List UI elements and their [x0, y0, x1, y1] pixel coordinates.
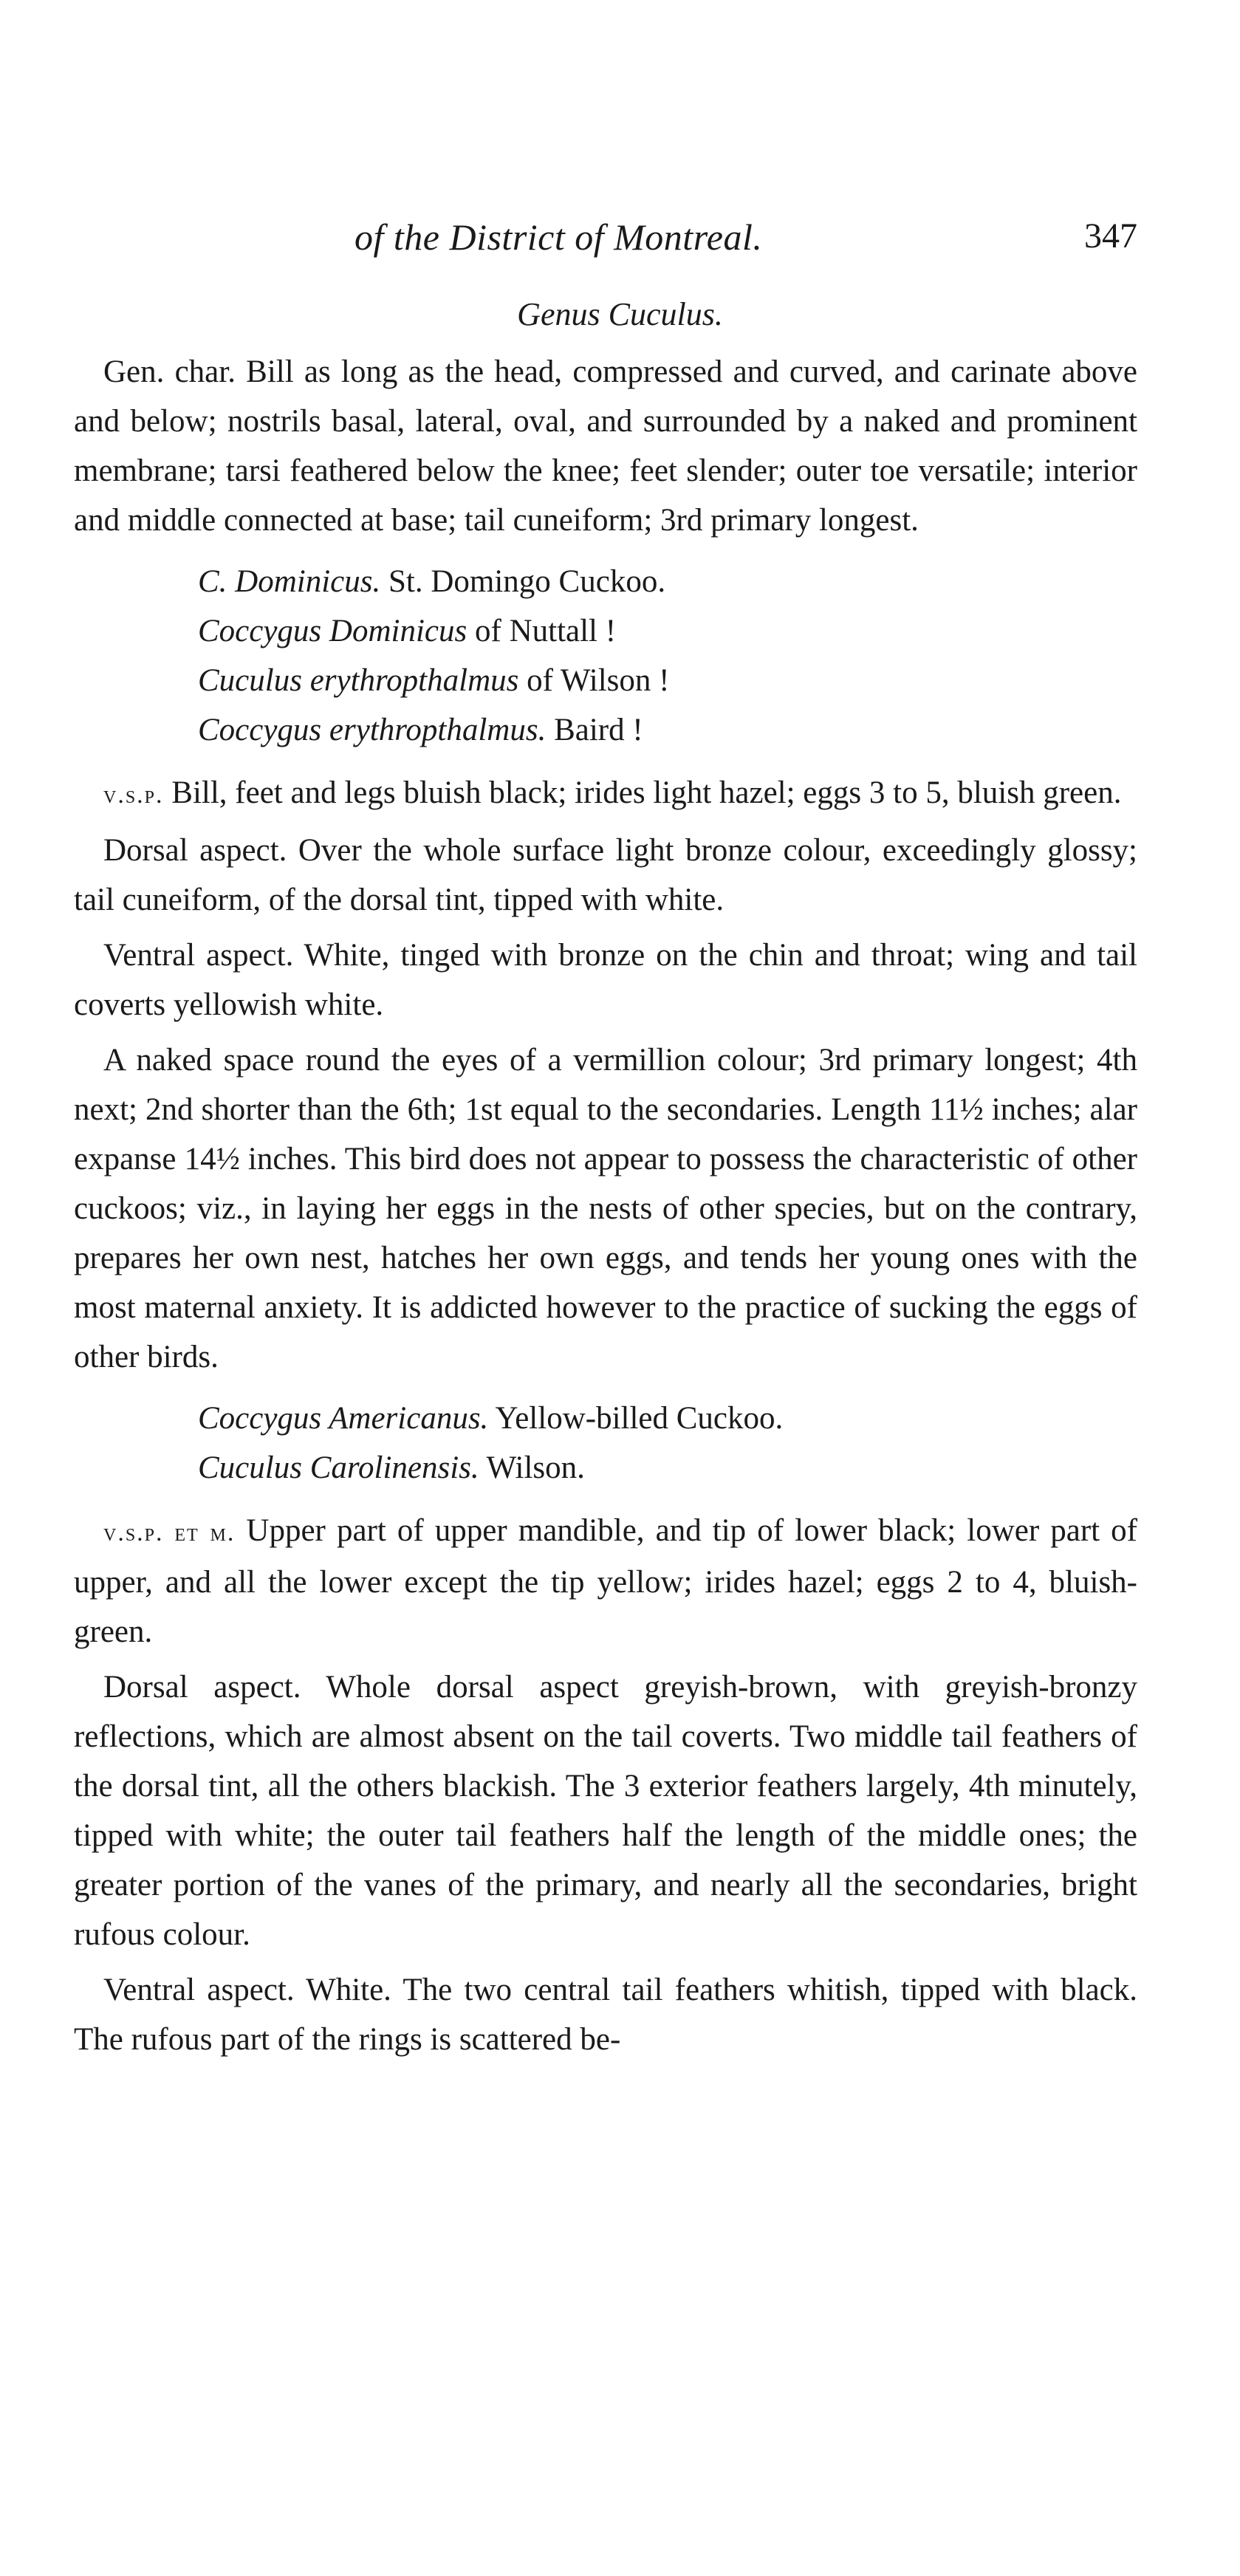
species-1-notes-paragraph: A naked space round the eyes of a vermillion colour; 3rd primary longest; 4th next; 2nd shorter than the 6th; 1st equal to the secondaries. Length 11½ inches; alar expanse 14½ inches. This bird does not appear to possess the characteristic of other cuckoos; viz., in laying her eggs in the nests of other species, but on the contrary, prepares her own nest, hatches her own eggs, and tends her young ones with the most maternal anxiety. It is addicted however to the practice of sucking the eggs of other birds. — [74, 1043, 1137, 1374]
vsp-text: Upper part of upper mandible, and tip of lower black; lower part of upper, and all the lower except the tip yellow; irides hazel; eggs 2 to 4, bluish-green. — [74, 1513, 1137, 1649]
synonym-name: Coccygus erythropthalmus. — [198, 713, 547, 747]
synonym-line — [198, 557, 1137, 606]
synonym-name: Coccygus Americanus. — [198, 1401, 489, 1436]
synonym-line — [198, 1443, 1137, 1493]
running-title: of the District of Montreal. — [354, 216, 763, 258]
synonym-name: Cuculus erythropthalmus — [198, 663, 519, 698]
synonym-line — [198, 1394, 1137, 1443]
synonym-line — [198, 656, 1137, 705]
species-1-ventral-paragraph: Ventral aspect. White, tinged with bronze on the chin and throat; wing and tail coverts yellowish white. — [74, 938, 1137, 1022]
synonym-rest: Baird ! — [546, 713, 643, 747]
species-2-vsp-paragraph — [74, 1506, 1137, 1657]
species-1-vsp-paragraph — [74, 768, 1137, 820]
synonym-rest: Wilson. — [479, 1450, 585, 1485]
synonym-name: Coccygus Dominicus — [198, 614, 467, 648]
species-2-synonyms — [74, 1394, 1137, 1493]
page-body — [74, 347, 1137, 2064]
species-2-dorsal-paragraph: Dorsal aspect. Whole dorsal aspect greyish-brown, with greyish-bronzy reflections, which are almost absent on the tail coverts. Two middle tail feathers of the dorsal tint, all the others blackish. The 3 exterior feathers largely, 4th minutely, tipped with white; the outer tail feathers half the length of the middle ones; the greater portion of the vanes of the primary, and nearly all the secondaries, bright rufous colour. — [74, 1670, 1137, 1952]
page-edge-specks — [0, 2541, 1240, 2544]
generic-characters-paragraph: Gen. char. Bill as long as the head, compressed and curved, and carinate above and below; nostrils basal, lateral, oval, and surrounded by a naked and prominent membrane; tarsi feathered below the knee; feet slender; outer toe versatile; interior and middle connected at base; tail cuneiform; 3rd primary longest. — [74, 354, 1137, 538]
synonym-line — [198, 606, 1137, 656]
synonym-rest: of Wilson ! — [518, 663, 670, 698]
synonym-name: Cuculus Carolinensis. — [198, 1450, 479, 1485]
synonym-line — [198, 705, 1137, 755]
synonym-rest: St. Domingo Cuckoo. — [380, 564, 666, 599]
synonym-rest: of Nuttall ! — [467, 614, 617, 648]
page-number: 347 — [1084, 216, 1137, 256]
synonym-name: C. Dominicus. — [198, 564, 381, 599]
running-head — [74, 216, 1137, 267]
vsp-label: v.s.p. — [103, 781, 164, 809]
species-1-synonyms — [74, 557, 1137, 755]
synonym-rest: Yellow-billed Cuckoo. — [488, 1401, 784, 1436]
vsp-text: Bill, feet and legs bluish black; irides light hazel; eggs 3 to 5, bluish green. — [163, 775, 1122, 810]
genus-heading: Genus Cuculus. — [517, 296, 723, 332]
species-2-ventral-paragraph: Ventral aspect. White. The two central tail feathers whitish, tipped with black. The rufous part of the rings is scattered be- — [74, 1973, 1137, 2057]
species-1-dorsal-paragraph: Dorsal aspect. Over the whole surface light bronze colour, exceedingly glossy; tail cuneiform, of the dorsal tint, tipped with white. — [74, 833, 1137, 917]
vsp-label: v.s.p. et m. — [103, 1519, 236, 1546]
